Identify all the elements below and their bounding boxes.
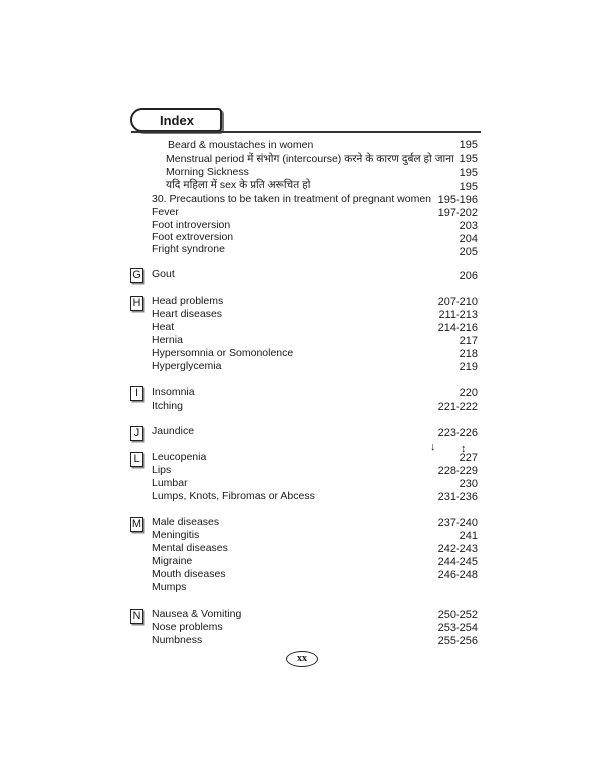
index-header-tab bbox=[130, 108, 222, 132]
index-entry: Itching bbox=[152, 400, 183, 412]
page-number: 255-256 bbox=[437, 635, 478, 647]
index-entry: Insomnia bbox=[152, 386, 195, 398]
index-entry: Foot introversion bbox=[152, 219, 231, 231]
header-rule bbox=[131, 131, 481, 133]
index-entry: Gout bbox=[152, 268, 175, 280]
page-number: 242-243 bbox=[437, 543, 478, 555]
page-number: 203 bbox=[459, 220, 478, 232]
index-entry: Heart diseases bbox=[152, 308, 223, 320]
section-letter-m: M bbox=[131, 518, 142, 530]
page-number: 195 bbox=[459, 167, 478, 179]
page-number: 195 bbox=[459, 181, 478, 193]
down-arrow-mark: ↓ bbox=[430, 441, 436, 453]
page-number: 253-254 bbox=[437, 622, 478, 634]
index-entry: Numbness bbox=[152, 634, 203, 646]
index-entry: Jaundice bbox=[152, 425, 195, 437]
index-entry: Leucopenia bbox=[152, 451, 207, 463]
index-entry: Heat bbox=[152, 321, 175, 333]
page-number: 219 bbox=[459, 361, 478, 373]
page-number: 244-245 bbox=[437, 556, 478, 568]
index-entry: Menstrual period में संभोग (intercourse) करने के कारण दुर्बल हो जाना bbox=[166, 153, 454, 165]
section-letter-g: G bbox=[130, 268, 143, 283]
index-entry: Hyperglycemia bbox=[152, 360, 222, 372]
index-entry: Migraine bbox=[152, 555, 193, 567]
page-number: 223-226 bbox=[437, 427, 478, 439]
page-number: 227 bbox=[459, 452, 478, 464]
index-entry: Head problems bbox=[152, 295, 224, 307]
page-number: 211-213 bbox=[438, 309, 478, 321]
index-entry: Fever bbox=[152, 206, 179, 218]
index-entry: Beard & moustaches in women bbox=[168, 139, 314, 151]
page-number: 218 bbox=[459, 348, 478, 360]
page-number: 205 bbox=[459, 246, 478, 258]
index-entry: यदि महिला में sex के प्रति अरूचित हो bbox=[166, 179, 311, 191]
section-letter-i: I bbox=[130, 386, 143, 401]
page-number: 195-196 bbox=[437, 194, 478, 206]
page-number: 217 bbox=[459, 335, 478, 347]
page-number: 221-222 bbox=[437, 401, 478, 413]
index-entry: Hypersomnia or Somonolence bbox=[152, 347, 294, 359]
index-entry: Mumps bbox=[152, 581, 187, 593]
page-number: 207-210 bbox=[437, 296, 478, 308]
index-entry: 30. Precautions to be taken in treatment of pregnant women bbox=[152, 193, 432, 205]
page-number: 197-202 bbox=[437, 207, 478, 219]
index-entry: Lumbar bbox=[152, 477, 188, 489]
index-entry: Nose problems bbox=[152, 621, 223, 633]
page-number: 195 bbox=[459, 153, 478, 165]
index-entry: Meningitis bbox=[152, 529, 200, 541]
index-entry: Lumps, Knots, Fibromas or Abcess bbox=[152, 490, 315, 502]
page-number: 228-229 bbox=[437, 465, 478, 477]
section-letter-j: J bbox=[130, 426, 143, 441]
index-entry: Mouth diseases bbox=[152, 568, 226, 580]
index-entry: Hernia bbox=[152, 334, 183, 346]
index-entry: Fright syndrone bbox=[152, 243, 225, 255]
page-number: 241 bbox=[459, 530, 478, 542]
index-entry: Morning Sickness bbox=[166, 166, 249, 178]
page-number: 250-252 bbox=[437, 609, 478, 621]
index-entry: Lips bbox=[152, 464, 172, 476]
index-entry: Mental diseases bbox=[152, 542, 228, 554]
page-number: 214-216 bbox=[437, 322, 478, 334]
page-number: 246-248 bbox=[437, 569, 478, 581]
page-number: 204 bbox=[459, 233, 478, 245]
index-entry: Nausea & Vomiting bbox=[152, 608, 242, 620]
page-number: 195 bbox=[459, 139, 478, 151]
updown-arrow-mark: ↕ bbox=[461, 443, 467, 455]
page-number: 231-236 bbox=[437, 491, 478, 503]
section-letter-l: L bbox=[130, 452, 143, 467]
page-number-footer: xx bbox=[286, 651, 318, 667]
page-number: 220 bbox=[459, 387, 478, 399]
section-letter-h: H bbox=[130, 296, 143, 311]
index-entry: Foot extroversion bbox=[152, 231, 234, 243]
page-number: 230 bbox=[459, 478, 478, 490]
page-number: 237-240 bbox=[437, 517, 478, 529]
page-number: 206 bbox=[459, 270, 478, 282]
section-letter-n: N bbox=[130, 609, 143, 624]
index-entry: Male diseases bbox=[152, 516, 220, 528]
index-title: Index bbox=[160, 113, 194, 128]
